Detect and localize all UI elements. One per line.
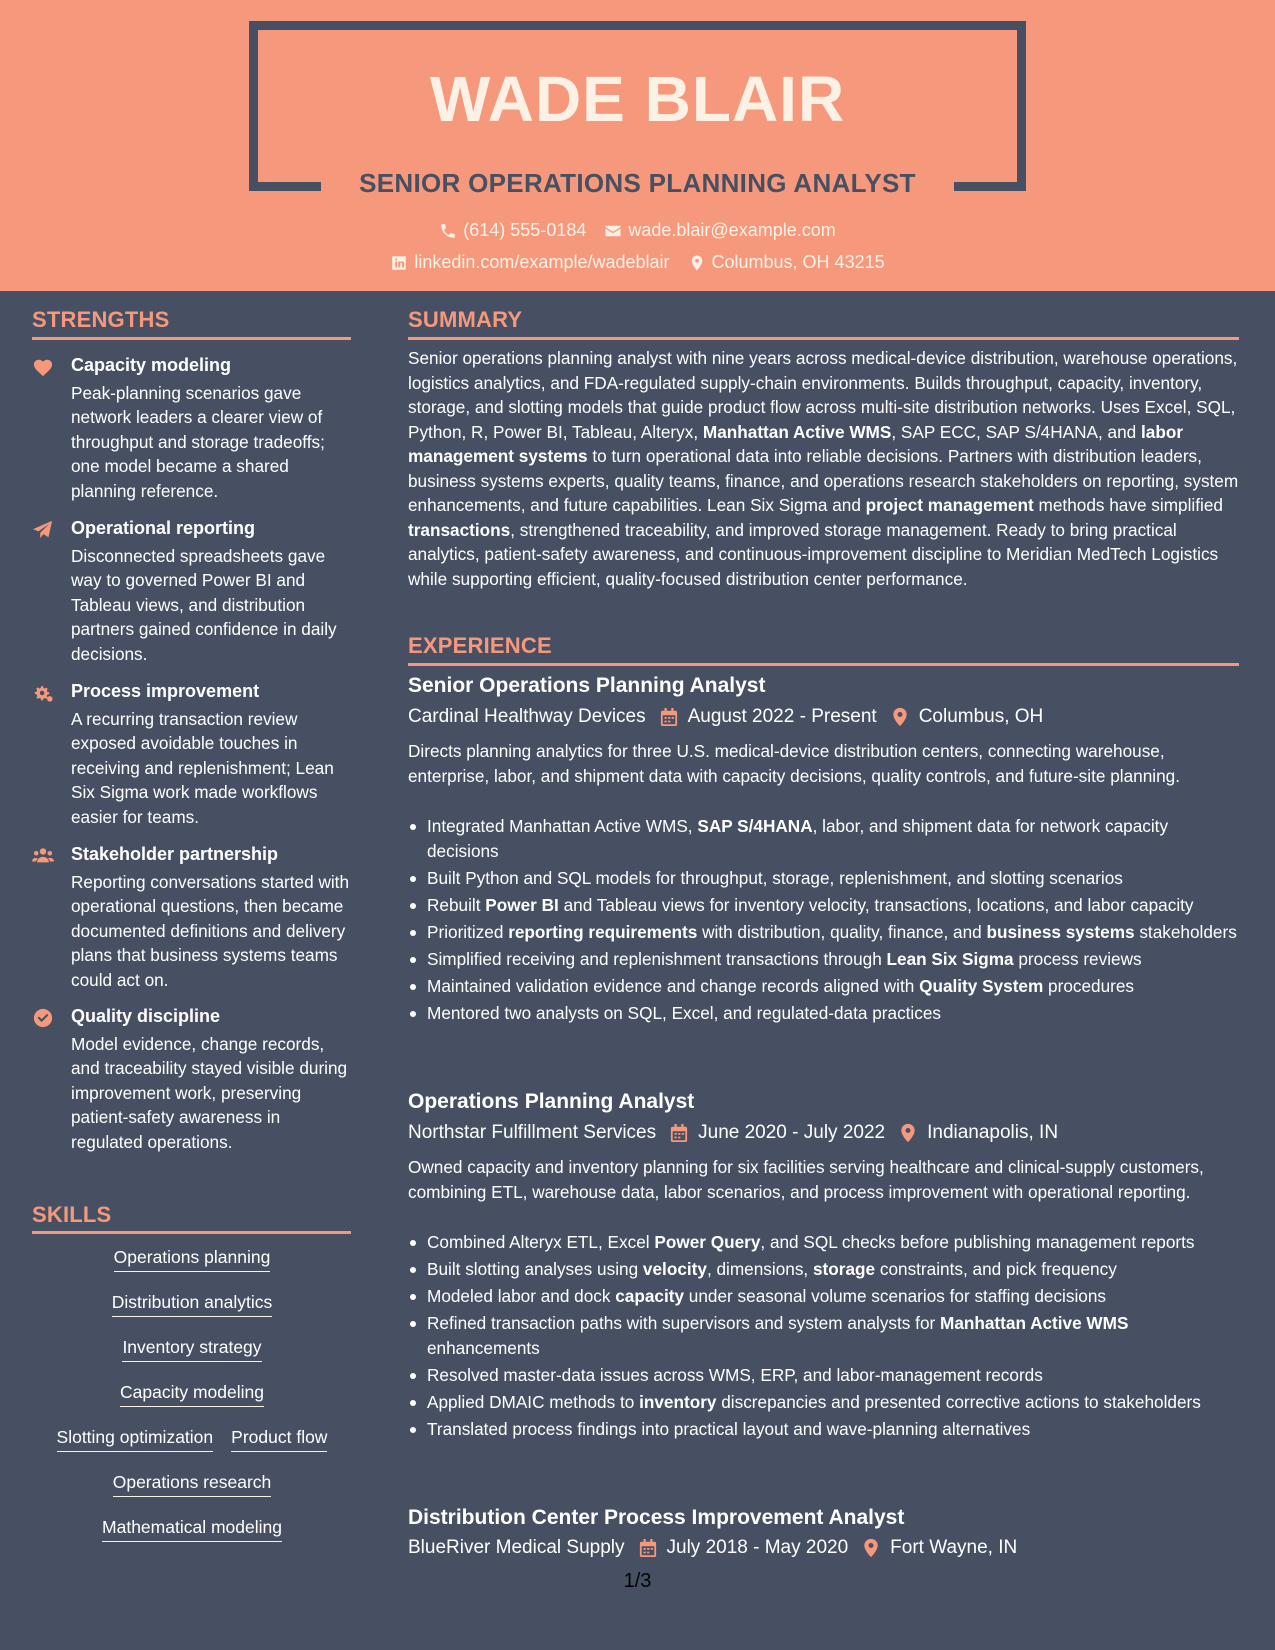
experience-heading: EXPERIENCE <box>408 633 552 658</box>
gears-icon <box>32 683 54 703</box>
skills-heading: SKILLS <box>32 1202 112 1227</box>
job-location: Fort Wayne, IN <box>890 1537 1018 1558</box>
job-dates: July 2018 - May 2020 <box>666 1537 849 1558</box>
skill-tag: Mathematical modeling <box>102 1516 282 1542</box>
job-dates: June 2020 - July 2022 <box>698 1122 886 1143</box>
strength-title: Stakeholder partnership <box>71 844 279 864</box>
phone-item <box>439 220 586 241</box>
job-bullets <box>408 1230 1238 1444</box>
strengths-heading: STRENGTHS <box>32 307 170 332</box>
candidate-title: SENIOR OPERATIONS PLANNING ANALYST <box>359 168 916 198</box>
email-item[interactable] <box>604 220 835 241</box>
bullet-item: Refined transaction paths with supervisors and system analysts for Manhattan Active WMS enhancements <box>408 1311 1238 1360</box>
job-meta <box>408 1122 1058 1144</box>
bullet-item: Combined Alteryx ETL, Excel Power Query, and SQL checks before publishing management reports <box>408 1230 1238 1255</box>
heart-icon <box>32 357 54 377</box>
bullet-item: Integrated Manhattan Active WMS, SAP S/4HANA, labor, and shipment data for network capacity decisions <box>408 814 1238 863</box>
calendar-icon <box>660 707 678 727</box>
contact-row-2 <box>0 252 1275 273</box>
skill-tag: Operations research <box>113 1471 272 1497</box>
strength-text: Model evidence, change records, and traceability stayed visible during improvement work, preserving patient-safety awareness in regulated operations. <box>71 1034 348 1152</box>
strength-title: Operational reporting <box>71 518 256 538</box>
strengths-divider <box>32 337 351 340</box>
bullet-item: Rebuilt Power BI and Tableau views for inventory velocity, transactions, locations, and labor capacity <box>408 893 1238 918</box>
experience-divider <box>408 663 1239 666</box>
calendar-icon <box>639 1538 657 1558</box>
job-meta <box>408 1537 1017 1559</box>
map-pin-icon <box>862 1538 880 1558</box>
company-name: Cardinal Healthway Devices <box>408 706 646 727</box>
skill-tag: Distribution analytics <box>112 1291 272 1317</box>
paper-plane-icon <box>32 520 54 540</box>
strength-title: Quality discipline <box>71 1006 221 1026</box>
bullet-item: Built Python and SQL models for throughput, storage, replenishment, and slotting scenarios <box>408 866 1238 891</box>
job-meta <box>408 706 1043 728</box>
users-icon <box>32 846 54 866</box>
strength-title: Process improvement <box>71 681 260 701</box>
check-circle-icon <box>32 1008 54 1028</box>
job-bullets <box>408 814 1238 1028</box>
phone-number: (614) 555-0184 <box>463 220 587 240</box>
summary-heading: SUMMARY <box>408 307 523 332</box>
linkedin-icon <box>390 254 408 272</box>
job-title: Distribution Center Process Improvement Analyst <box>408 1506 905 1529</box>
map-pin-icon <box>891 707 909 727</box>
skill-tag: Inventory strategy <box>122 1336 261 1362</box>
job-dates: August 2022 - Present <box>687 706 877 727</box>
email-address[interactable]: wade.blair@example.com <box>628 220 836 240</box>
strength-title: Capacity modeling <box>71 355 232 375</box>
skill-tag: Product flow <box>231 1426 327 1452</box>
job-location: Indianapolis, IN <box>927 1122 1059 1143</box>
candidate-name: WADE BLAIR <box>429 63 846 135</box>
envelope-icon <box>604 222 622 240</box>
bullet-item: Maintained validation evidence and change records aligned with Quality System procedures <box>408 974 1238 999</box>
bullet-item: Resolved master-data issues across WMS, ERP, and labor-management records <box>408 1363 1238 1388</box>
strength-text: Disconnected spreadsheets gave way to governed Power BI and Tableau views, and distribution partners gained confidence in daily decisions. <box>71 546 337 664</box>
summary-divider <box>408 337 1239 340</box>
map-pin-icon <box>688 254 706 272</box>
page-number: 1/3 <box>623 1570 652 1592</box>
strength-text: Reporting conversations started with operational questions, then became documented definitions and delivery plans that business systems teams could act on. <box>71 872 350 990</box>
skills-divider <box>32 1231 351 1234</box>
bullet-item: Prioritized reporting requirements with distribution, quality, finance, and business systems stakeholders <box>408 920 1238 945</box>
job-location: Columbus, OH <box>918 706 1044 727</box>
contact-row-1 <box>0 220 1275 241</box>
skill-tag: Operations planning <box>114 1246 271 1272</box>
linkedin-item[interactable] <box>390 252 669 273</box>
skills-list <box>32 1246 352 1542</box>
bullet-item: Simplified receiving and replenishment transactions through Lean Six Sigma process reviews <box>408 947 1238 972</box>
skill-tag: Capacity modeling <box>120 1381 264 1407</box>
strength-text: A recurring transaction review exposed avoidable touches in receiving and replenishment; Lean Six Sigma work made workflows easier for teams. <box>71 709 334 827</box>
summary-text: Senior operations planning analyst with nine years across medical-device distribution, warehouse operations, logistics analytics, and FDA-regulated supply-chain environments. Builds throughput, capacity, inventory, storage, and slotting models that guide product flow across multi-site distribution networks. Uses Excel, SQL, Python, R, Power BI, Tableau, Alteryx, Manhattan Active WMS, SAP ECC, SAP S/4HANA, and labor management systems to turn operational data into reliable decisions. Partners with distribution leaders, business systems experts, quality teams, finance, and operations research stakeholders on reporting, system enhancements, and future capabilities. Lean Six Sigma and project management methods have simplified transactions, strengthened traceability, and improved storage management. Ready to bring practical analytics, patient-safety awareness, and continuous-improvement discipline to Meridian MedTech Logistics while supporting efficient, quality-focused distribution center performance. <box>408 348 1239 589</box>
job-description: Owned capacity and inventory planning for six facilities serving healthcare and clinical-supply customers, combining ETL, warehouse data, labor scenarios, and process improvement with operational reporting. <box>408 1157 1204 1202</box>
bullet-item: Mentored two analysts on SQL, Excel, and regulated-data practices <box>408 1001 1238 1026</box>
location-text: Columbus, OH 43215 <box>711 252 885 272</box>
bullet-item: Built slotting analyses using velocity, dimensions, storage constraints, and pick frequency <box>408 1257 1238 1282</box>
bullet-item: Applied DMAIC methods to inventory discrepancies and presented corrective actions to stakeholders <box>408 1390 1238 1415</box>
calendar-icon <box>670 1123 688 1143</box>
location-item <box>688 252 885 273</box>
job-description: Directs planning analytics for three U.S. medical-device distribution centers, connecting warehouse, enterprise, labor, and shipment data with capacity decisions, quality controls, and future-site planning. <box>408 741 1180 786</box>
skill-tag: Slotting optimization <box>57 1426 214 1452</box>
phone-icon <box>439 222 457 240</box>
bullet-item: Modeled labor and dock capacity under seasonal volume scenarios for staffing decisions <box>408 1284 1238 1309</box>
linkedin-url[interactable]: linkedin.com/example/wadeblair <box>414 252 670 272</box>
map-pin-icon <box>899 1123 917 1143</box>
strength-text: Peak-planning scenarios gave network leaders a clearer view of throughput and storage tradeoffs; one model became a shared planning reference. <box>71 383 325 501</box>
company-name: BlueRiver Medical Supply <box>408 1537 625 1558</box>
job-title: Senior Operations Planning Analyst <box>408 674 766 697</box>
bullet-item: Translated process findings into practical layout and wave-planning alternatives <box>408 1417 1238 1442</box>
header-band <box>0 0 1275 291</box>
job-title: Operations Planning Analyst <box>408 1090 695 1113</box>
company-name: Northstar Fulfillment Services <box>408 1122 657 1143</box>
